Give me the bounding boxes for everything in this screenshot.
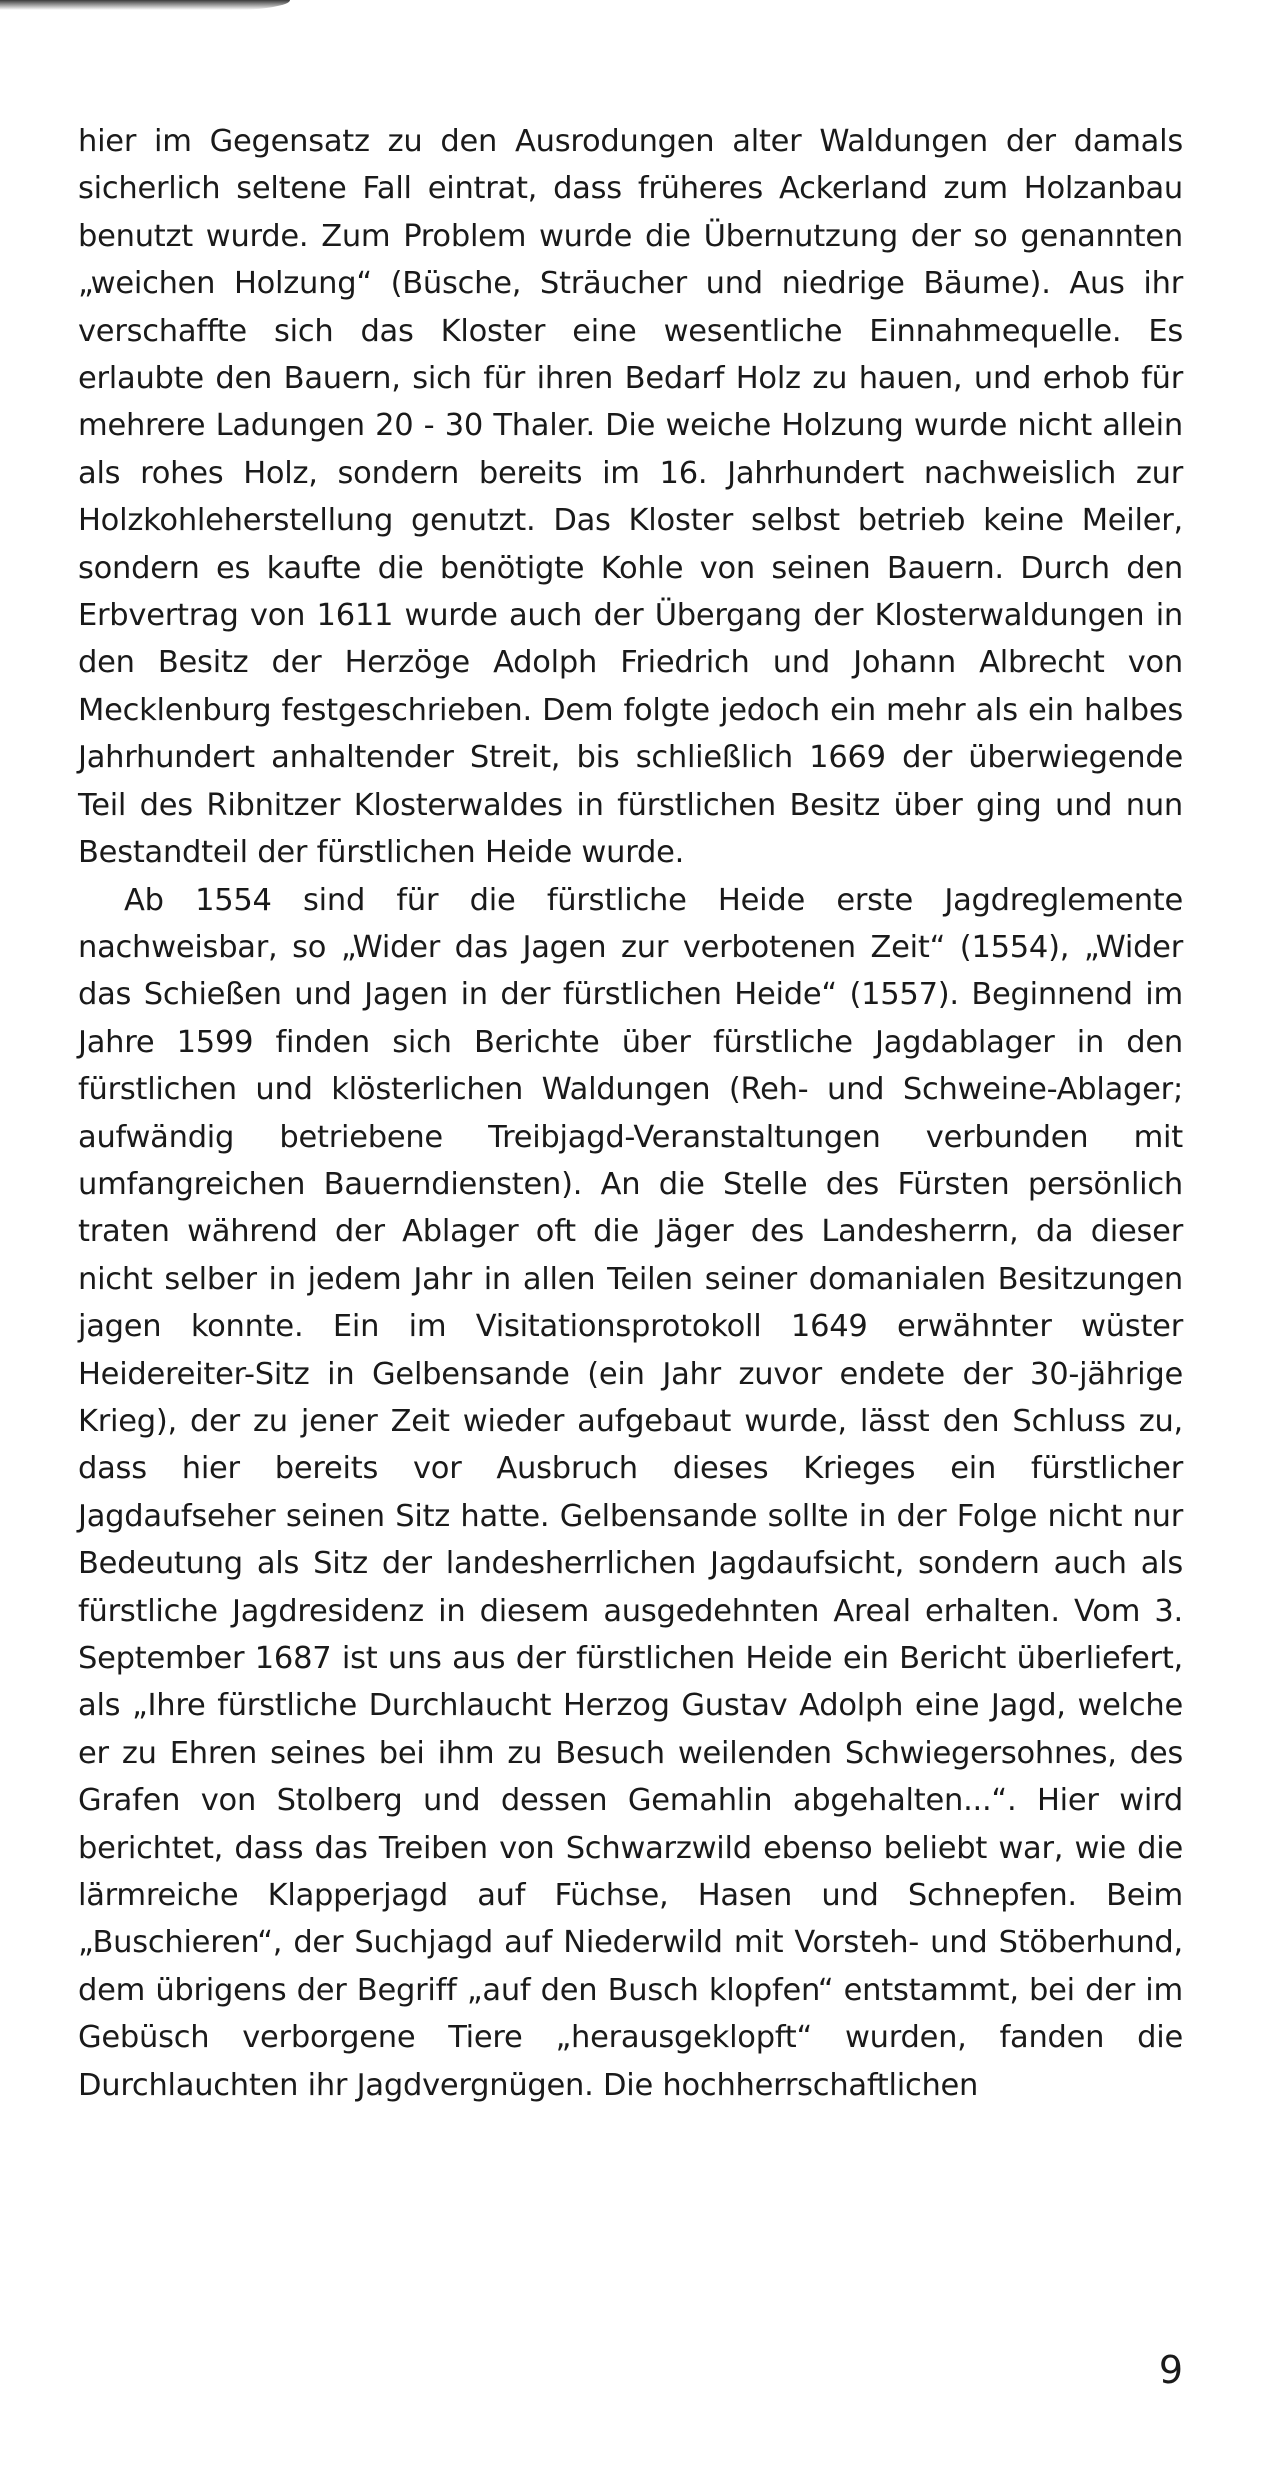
page-body [78,118,1183,2109]
paragraph-1: hier im Gegensatz zu den Ausrodungen alter Waldungen der damals sicherlich seltene Fall eintrat, dass früheres Ackerland zum Holzanbau benutzt wurde. Zum Problem wurde die Übernutzung der so genannten „weichen Holzung“ (Büsche, Sträucher und niedrige Bäume). Aus ihr verschaffte sich das Kloster eine wesentliche Einnahmequelle. Es erlaubte den Bauern, sich für ihren Bedarf Holz zu hauen, und erhob für mehrere Ladungen 20 - 30 Thaler. Die weiche Holzung wurde nicht allein als rohes Holz, sondern bereits im 16. Jahrhundert nachweislich zur Holzkohleherstellung genutzt. Das Kloster selbst betrieb keine Meiler, sondern es kaufte die benötigte Kohle von seinen Bauern. Durch den Erbvertrag von 1611 wurde auch der Übergang der Klosterwaldungen in den Besitz der Herzöge Adolph Friedrich und Johann Albrecht von Mecklenburg festgeschrieben. Dem folgte jedoch ein mehr als ein halbes Jahrhundert anhaltender Streit, bis schließlich 1669 der überwiegende Teil des Ribnitzer Klosterwaldes in fürstlichen Besitz über ging und nun Bestandteil der fürstlichen Heide wurde. [78,124,1183,871]
page-number: 9 [1158,2348,1183,2392]
scan-edge-shadow [0,0,290,10]
paragraph-2: Ab 1554 sind für die fürstliche Heide erste Jagdreglemente nachweisbar, so „Wider das Jagen zur verbotenen Zeit“ (1554), „Wider das Schießen und Jagen in der fürstlichen Heide“ (1557). Beginnend im Jahre 1599 finden sich Berichte über fürstliche Jagdablager in den fürstlichen und klösterlichen Waldungen (Reh- und Schweine-Ablager; aufwändig betriebene Treibjagd-Veranstaltungen verbunden mit umfangreichen Bauerndiensten). An die Stelle des Fürsten persönlich traten während der Ablager oft die Jäger des Landesherrn, da dieser nicht selber in jedem Jahr in allen Teilen seiner domanialen Besitzungen jagen konnte. Ein im Visitationsprotokoll 1649 erwähnter wüster Heidereiter-Sitz in Gelbensande (ein Jahr zuvor endete der 30-jährige Krieg), der zu jener Zeit wieder aufgebaut wurde, lässt den Schluss zu, dass hier bereits vor Ausbruch dieses Krieges ein fürstlicher Jagdaufseher seinen Sitz hatte. Gelbensande sollte in der Folge nicht nur Bedeutung als Sitz der landesherrlichen Jagdaufsicht, sondern auch als fürstliche Jagdresidenz in diesem ausgedehnten Areal erhalten. Vom 3. September 1687 ist uns aus der fürstlichen Heide ein Bericht überliefert, als „Ihre fürstliche Durchlaucht Herzog Gustav Adolph eine Jagd, welche er zu Ehren seines bei ihm zu Besuch weilenden Schwiegersohnes, des Grafen von Stolberg und dessen Gemahlin abgehalten...“. Hier wird berichtet, dass das Treiben von Schwarzwild ebenso beliebt war, wie die lärmreiche Klapperjagd auf Füchse, Hasen und Schnepfen. Beim „Buschieren“, der Suchjagd auf Niederwild mit Vorsteh- und Stöberhund, dem übrigens der Begriff „auf den Busch klopfen“ entstammt, bei der im Gebüsch verborgene Tiere „herausgeklopft“ wurden, fanden die Durchlauchten ihr Jagdvergnügen. Die hochherrschaftlichen [78,882,1183,2103]
